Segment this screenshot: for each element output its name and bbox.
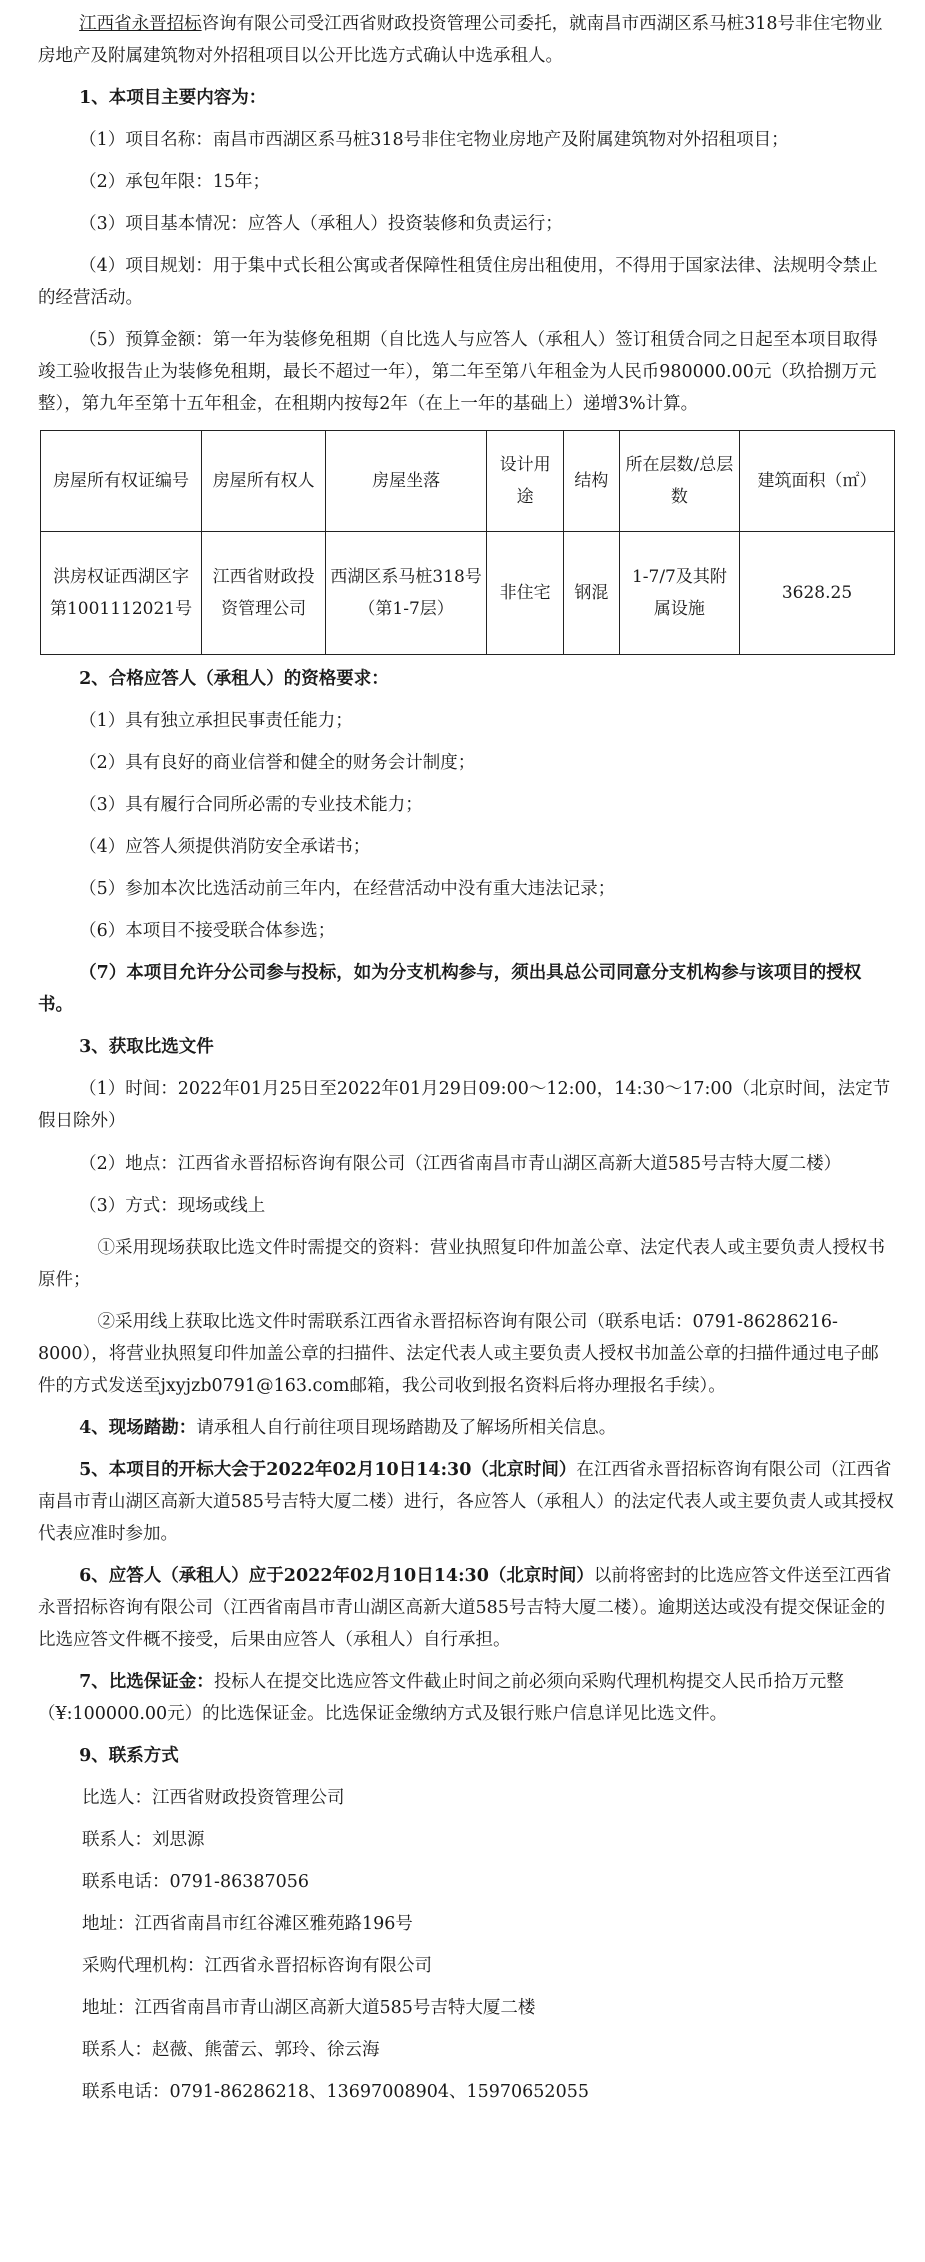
- contact-line: 比选人：江西省财政投资管理公司: [82, 1788, 345, 1808]
- section-4: 4、现场踏勘：请承租人自行前往项目现场踏勘及了解场所相关信息。: [79, 1418, 617, 1438]
- section-5: 5、本项目的开标大会于2022年02月10日14:30（北京时间）在江西省永晋招标咨询有限公司（江西省南昌市青山湖区高新大道585号吉特大厦二楼）进行，各应答人（承租人）的法定代表人或主要负责人或其授权代表应准时参加。: [38, 1460, 894, 1544]
- contact-line: 地址：江西省南昌市红谷滩区雅苑路196号: [82, 1914, 413, 1934]
- contact-line: 采购代理机构：江西省永晋招标咨询有限公司: [82, 1956, 432, 1976]
- contact-line: 联系电话：0791-86286218、13697008904、15970652055: [82, 2082, 589, 2102]
- table-cell: 西湖区系马桩318号（第1-7层）: [326, 532, 487, 655]
- table-header: 建筑面积（㎡）: [740, 431, 895, 532]
- s3-time: （1）时间：2022年01月25日至2022年01月29日09:00～12:00，14:30～17:00（北京时间，法定节假日除外）: [38, 1079, 891, 1131]
- section-2-title: 2、合格应答人（承租人）的资格要求：: [79, 669, 389, 689]
- contact-line: 地址：江西省南昌市青山湖区高新大道585号吉特大厦二楼: [82, 1998, 536, 2018]
- s3-onsite: ①采用现场获取比选文件时需提交的资料：营业执照复印件加盖公章、法定代表人或主要负责人授权书原件；: [38, 1238, 885, 1290]
- table-row: [41, 532, 895, 655]
- s3-place: （2）地点：江西省永晋招标咨询有限公司（江西省南昌市青山湖区高新大道585号吉特大厦二楼）: [79, 1154, 842, 1174]
- table-cell: 3628.25: [740, 532, 895, 655]
- property-table: [40, 430, 895, 655]
- s2-item-4: （4）应答人须提供消防安全承诺书；: [79, 837, 371, 857]
- s2-item-1: （1）具有独立承担民事责任能力；: [79, 711, 353, 731]
- s2-item-5: （5）参加本次比选活动前三年内，在经营活动中没有重大违法记录；: [79, 879, 616, 899]
- contact-line: 联系电话：0791-86387056: [82, 1872, 310, 1892]
- contact-line: 联系人：刘思源: [82, 1830, 205, 1850]
- table-cell: 非住宅: [487, 532, 564, 655]
- table-cell: 钢混: [564, 532, 620, 655]
- s1-item-4: （4）项目规划：用于集中式长租公寓或者保障性租赁住房出租使用，不得用于国家法律、法规明令禁止的经营活动。: [38, 256, 878, 308]
- table-cell: 1-7/7及其附属设施: [619, 532, 739, 655]
- table-header: 房屋所有权人: [202, 431, 326, 532]
- table-header-row: [41, 431, 895, 532]
- intro-paragraph: 江西省永晋招标咨询有限公司受江西省财政投资管理公司委托，就南昌市西湖区系马桩318号非住宅物业房地产及附属建筑物对外招租项目以公开比选方式确认中选承租人。: [38, 14, 883, 66]
- section-1-title: 1、本项目主要内容为：: [79, 88, 267, 108]
- table-header: 设计用途: [487, 431, 564, 532]
- section-3-title: 3、获取比选文件: [79, 1037, 214, 1057]
- s1-item-1: （1）项目名称：南昌市西湖区系马桩318号非住宅物业房地产及附属建筑物对外招租项目；: [79, 130, 789, 150]
- table-header: 房屋所有权证编号: [41, 431, 202, 532]
- s2-item-6: （6）本项目不接受联合体参选；: [79, 921, 336, 941]
- s3-online: ②采用线上获取比选文件时需联系江西省永晋招标咨询有限公司（联系电话：0791-86286216-8000），将营业执照复印件加盖公章的扫描件、法定代表人或主要负责人授权书加盖公章的扫描件通过电子邮件的方式发送至jxyjzb0791@163.com邮箱，我公司收到报名资料后将办理报名手续）。: [38, 1312, 879, 1396]
- table-cell: 洪房权证西湖区字第1001112021号: [41, 532, 202, 655]
- table-header: 所在层数/总层数: [619, 431, 739, 532]
- table-header: 房屋坐落: [326, 431, 487, 532]
- s1-item-5: （5）预算金额：第一年为装修免租期（自比选人与应答人（承租人）签订租赁合同之日起至本项目取得竣工验收报告止为装修免租期，最长不超过一年），第二年至第八年租金为人民币980000.00元（玖拾捌万元整），第九年至第十五年租金，在租期内按每2年（在上一年的基础上）递增3%计算。: [38, 330, 878, 414]
- s1-item-2: （2）承包年限：15年；: [79, 172, 271, 192]
- s1-item-3: （3）项目基本情况：应答人（承租人）投资装修和负责运行；: [79, 214, 563, 234]
- agent-link[interactable]: 江西省永晋招标: [79, 14, 202, 34]
- s2-item-7: （7）本项目允许分公司参与投标，如为分支机构参与，须出具总公司同意分支机构参与该项目的授权书。: [38, 963, 862, 1015]
- table-header: 结构: [564, 431, 620, 532]
- contact-line: 联系人：赵薇、熊蕾云、郭玲、徐云海: [82, 2040, 380, 2060]
- section-7: 7、比选保证金：投标人在提交比选应答文件截止时间之前必须向采购代理机构提交人民币拾万元整（¥:100000.00元）的比选保证金。比选保证金缴纳方式及银行账户信息详见比选文件。: [38, 1672, 844, 1724]
- section-6: 6、应答人（承租人）应于2022年02月10日14:30（北京时间）以前将密封的比选应答文件送至江西省永晋招标咨询有限公司（江西省南昌市青山湖区高新大道585号吉特大厦二楼）。逾期送达或没有提交保证金的比选应答文件概不接受，后果由应答人（承租人）自行承担。: [38, 1566, 892, 1650]
- s2-item-2: （2）具有良好的商业信誉和健全的财务会计制度；: [79, 753, 476, 773]
- section-9-title: 9、联系方式: [79, 1746, 179, 1766]
- s3-method: （3）方式：现场或线上: [79, 1196, 266, 1216]
- table-cell: 江西省财政投资管理公司: [202, 532, 326, 655]
- s2-item-3: （3）具有履行合同所必需的专业技术能力；: [79, 795, 423, 815]
